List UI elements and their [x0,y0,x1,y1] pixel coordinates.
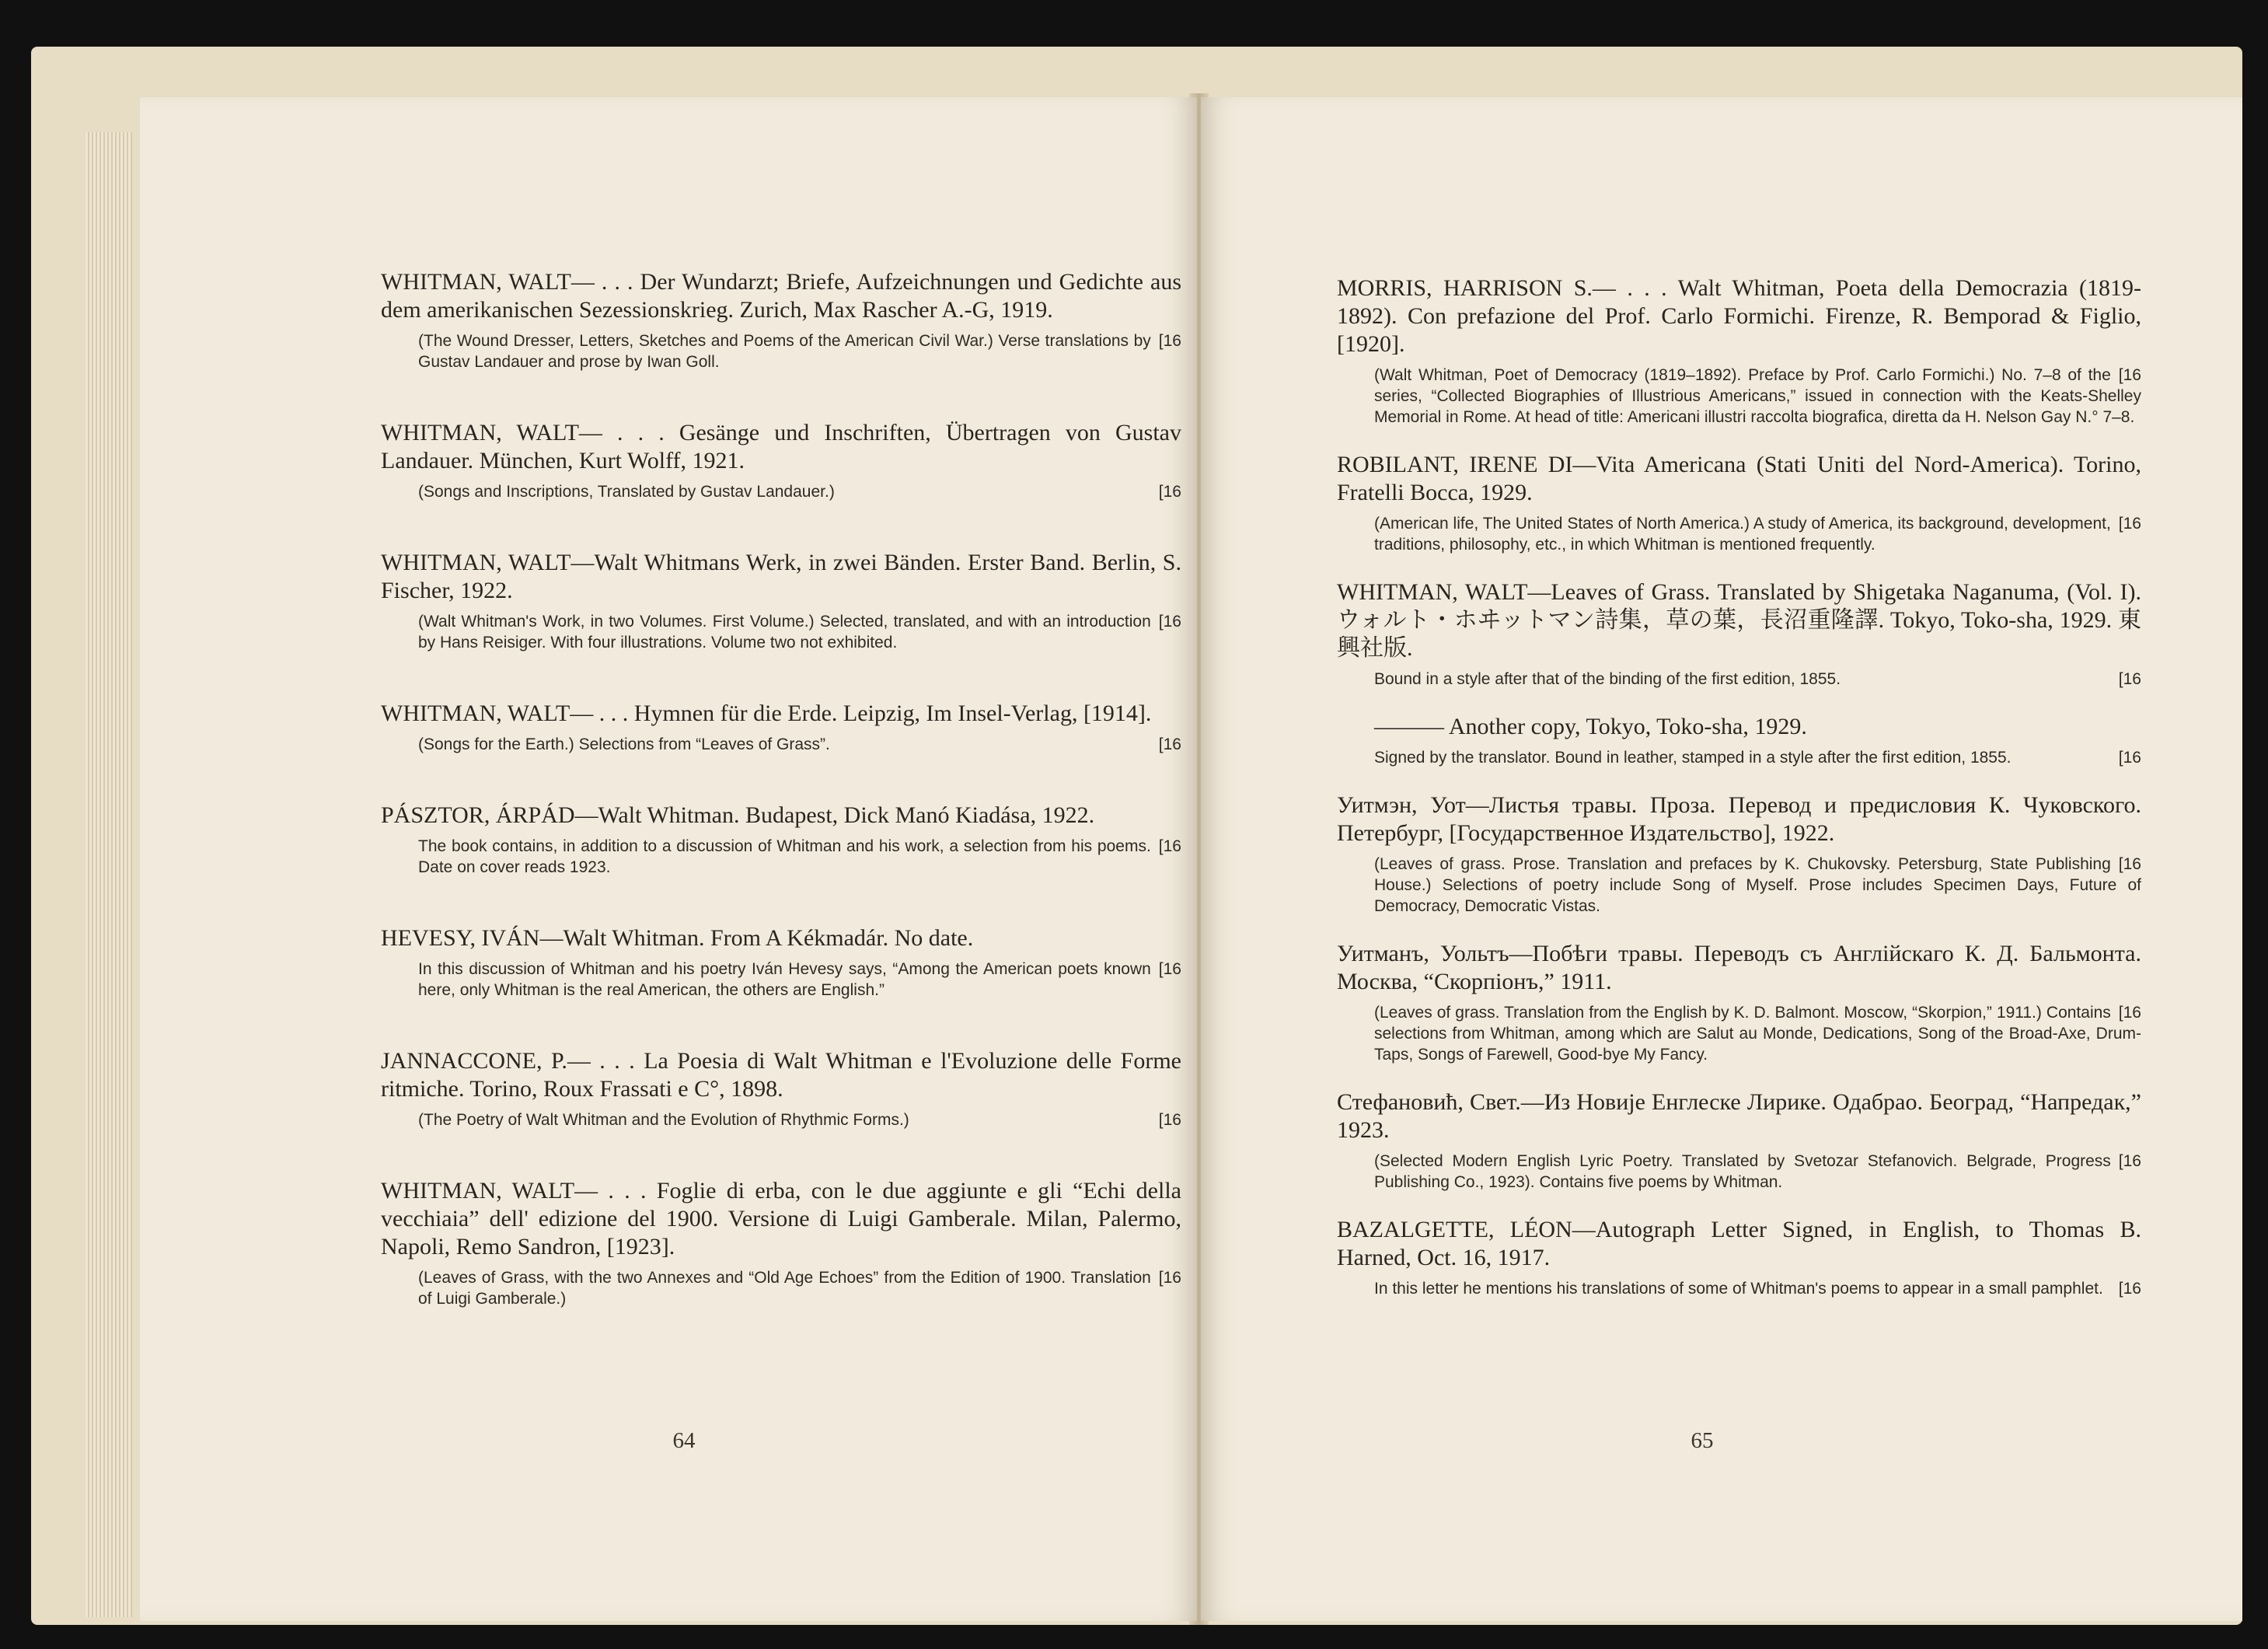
entry-note: [16 The book contains, in addition to a discussion of Whitman and his work, a selection from his poems. Date on cover reads 1923. [418,837,1181,876]
bibliography-entry [381,700,1181,755]
entry-code: [16 [2118,366,2141,384]
entry-note: [16 (Songs for the Earth.) Selections from “Leaves of Grass”. [418,735,1181,753]
right-page-text [1337,274,2141,1322]
entry-code: [16 [2118,855,2141,873]
page-number: 64 [672,1428,696,1453]
entry-note: [16 (Leaves of grass. Translation from the English by K. D. Balmont. Moscow, “Skorpion,” 1911.) Contains selections from Whitman, among which are Salut au Monde, Dedications, Song of the Broad-Axe, Drum-Taps, Songs of Farewell, Good-bye My Fancy. [1374,1004,2141,1064]
entry-note: [16 (Selected Modern English Lyric Poetry. Translated by Svetozar Stefanovich. Belgrade, Progress Publishing Co., 1923). Contains five poems by Whitman. [1374,1152,2141,1191]
entry-note: [16 (Walt Whitman, Poet of Democracy (1819–1892). Preface by Prof. Carlo Formichi.) No. 7–8 of the series, “Collected Biographies of Illustrious Americans,” issued in connection with the Keats-Shelley Memorial in Rome. At head of title: Americani illustri raccolta biografica, diretta da H. Nelson Gay N.° 7–8. [1374,366,2141,426]
bibliography-entry [381,549,1181,653]
bibliography-entry [381,1177,1181,1309]
entry-note: [16 In this discussion of Whitman and his poetry Iván Hevesy says, “Among the American poets known here, only Whitman is the real American, the others are English.” [418,960,1181,999]
entry-note: [16 In this letter he mentions his translations of some of Whitman's poems to appear in a small pamphlet. [1374,1280,2141,1298]
entry-code: [16 [1158,960,1181,978]
entry-heading: HEVESY, IVÁN—Walt Whitman. From A Kékmadár. No date. [381,925,974,951]
bibliography-entry [1337,940,2141,1065]
entry-code: [16 [1158,1111,1181,1129]
page-number: 65 [1691,1428,1714,1453]
entry-heading: Стефановић, Свет.—Из Новије Енглеске Лирике. Одабрао. Београд, “Напредак,” 1923. [1337,1089,2141,1143]
entry-code: [16 [1158,1269,1181,1287]
entry-code: [16 [2118,1152,2141,1170]
entry-heading: WHITMAN, WALT— . . . Der Wundarzt; Briefe, Aufzeichnungen und Gedichte aus dem amerikanischen Sezessionskrieg. Zurich, Max Rascher A.-G, 1919. [381,269,1181,323]
bibliography-entry [1337,713,2141,768]
bibliography-entry [381,924,1181,1001]
left-page [140,97,1197,1621]
entry-note: [16 (Songs and Inscriptions, Translated by Gustav Landauer.) [418,483,1181,501]
bibliography-entry [1337,791,2141,917]
entry-heading: Уитмэн, Уот—Листья травы. Проза. Перевод и предисловия К. Чуковского. Петербург, [Государственное Издательство], 1922. [1337,792,2141,846]
bibliography-entry [1337,451,2141,555]
entry-heading: ROBILANT, IRENE DI—Vita Americana (Stati Uniti del Nord-America). Torino, Fratelli Bocca, 1929. [1337,452,2141,505]
entry-heading: Уитманъ, Уольтъ—Побѣги травы. Переводъ съ Англійскаго К. Д. Бальмонта. Москва, “Скорпіонъ,” 1911. [1337,941,2141,994]
entry-note: [16 (The Poetry of Walt Whitman and the Evolution of Rhythmic Forms.) [418,1111,1181,1129]
entry-heading: PÁSZTOR, ÁRPÁD—Walt Whitman. Budapest, Dick Manó Kiadása, 1922. [381,802,1095,828]
entry-heading: WHITMAN, WALT— . . . Gesänge und Inschriften, Übertragen von Gustav Landauer. München, Kurt Wolff, 1921. [381,420,1181,473]
entry-heading: WHITMAN, WALT— . . . Foglie di erba, con le due aggiunte e gli “Echi della vecchiaia” dell' edizione del 1900. Versione di Luigi Gamberale. Milan, Palermo, Napoli, Remo Sandron, [1923]. [381,1178,1181,1259]
entry-heading: JANNACCONE, P.— . . . La Poesia di Walt Whitman e l'Evoluzione delle Forme ritmiche. Torino, Roux Frassati e C°, 1898. [381,1048,1181,1102]
entry-heading: MORRIS, HARRISON S.— . . . Walt Whitman, Poeta della Democrazia (1819-1892). Con prefazione del Prof. Carlo Formichi. Firenze, R. Bemporad & Figlio, [1920]. [1337,275,2141,357]
entry-note: [16 Bound in a style after that of the binding of the first edition, 1855. [1374,670,2141,688]
bibliography-entry [1337,1088,2141,1193]
entry-code: [16 [2118,670,2141,688]
entry-code: [16 [2118,1004,2141,1022]
bibliography-entry [381,419,1181,502]
bibliography-entry [381,802,1181,878]
entry-code: [16 [1158,483,1181,501]
book-spread [31,47,2242,1625]
entry-note: [16 (Leaves of grass. Prose. Translation and prefaces by K. Chukovsky. Petersburg, State Publishing House.) Selections of poetry include Song of Myself. Prose includes Specimen Days, Future of Democracy, Democratic Vistas. [1374,855,2141,915]
right-page [1201,97,2242,1621]
entry-code: [16 [1158,837,1181,855]
entry-code: [16 [2118,1280,2141,1298]
bibliography-entry [381,268,1181,372]
entry-heading: BAZALGETTE, LÉON—Autograph Letter Signed, in English, to Thomas B. Harned, Oct. 16, 1917. [1337,1217,2141,1270]
entry-code: [16 [1158,613,1181,631]
entry-code: [16 [1158,735,1181,753]
bibliography-entry [381,1047,1181,1130]
bibliography-entry [1337,578,2141,690]
entry-heading: ——— Another copy, Tokyo, Toko-sha, 1929. [1374,714,1807,739]
bibliography-entry [1337,1216,2141,1299]
entry-heading: WHITMAN, WALT— . . . Hymnen für die Erde. Leipzig, Im Insel-Verlag, [1914]. [381,700,1152,726]
entry-note: [16 (Leaves of Grass, with the two Annexes and “Old Age Echoes” from the Edition of 1900. Translation of Luigi Gamberale.) [418,1269,1181,1308]
entry-note: [16 (The Wound Dresser, Letters, Sketches and Poems of the American Civil War.) Verse translations by Gustav Landauer and prose by Iwan Goll. [418,332,1181,371]
entry-heading: WHITMAN, WALT—Leaves of Grass. Translated by Shigetaka Naganuma, (Vol. I). ウォルト・ホヰットマン詩集，草の葉，長沼重隆譯. Tokyo, Toko-sha, 1929. 東興社版. [1337,579,2141,661]
page-edges [85,132,132,1617]
left-page-text [381,268,1181,1356]
entry-code: [16 [1158,332,1181,350]
entry-note: [16 (American life, The United States of North America.) A study of America, its background, development, traditions, philosophy, etc., in which Whitman is mentioned frequently. [1374,515,2141,554]
entry-note: [16 (Walt Whitman's Work, in two Volumes. First Volume.) Selected, translated, and with an introduction by Hans Reisiger. With four illustrations. Volume two not exhibited. [418,613,1181,652]
entry-note: [16 Signed by the translator. Bound in leather, stamped in a style after the first edition, 1855. [1374,749,2141,767]
bibliography-entry [1337,274,2141,428]
entry-code: [16 [2118,749,2141,767]
entry-heading: WHITMAN, WALT—Walt Whitmans Werk, in zwei Bänden. Erster Band. Berlin, S. Fischer, 1922. [381,550,1181,603]
entry-code: [16 [2118,515,2141,533]
